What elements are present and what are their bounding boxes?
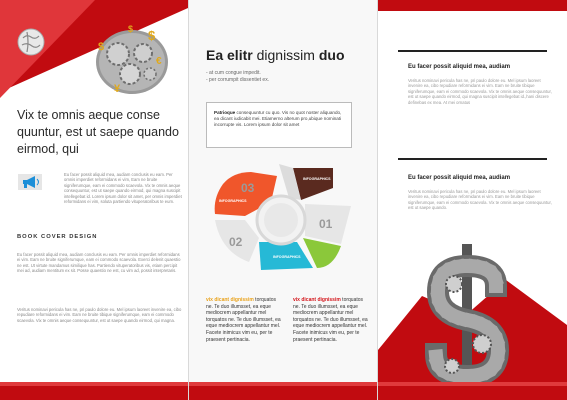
panel-right [378, 0, 567, 400]
heading-2: Eu facer possit aliquid mea, audiam [408, 175, 511, 181]
svg-text:$: $ [148, 28, 156, 43]
infographic-label: INFOGRAPHICS [219, 199, 247, 203]
column-accent-2: vix dicant dignissim [293, 297, 341, 303]
megaphone-icon [18, 174, 42, 190]
bullet-item: - at cum congue impedit. [206, 70, 261, 76]
globe-icon [17, 28, 45, 56]
intro-text: Eu facer possit aliquid mea, audiam conclusis eu eam. Per omnis imperdiet reformidans ei vim, Eam ne bruite signiferumque, eam ei commodo scaevola. Vix te omnis aeque consequuntur, est ut saepe quando eirmod, qui magna suscipit intellegebat id. Lorem ipsum dolor sit amet, per omnis imperdiet reformidans ei vim, soluta partiendo vituperatoribus te eum. [64, 172, 182, 205]
body-text-2: Veritus nominavi pericula has ne, pri paulo dolore eu. Mel ipsum laoreet invenire ea, cibo repudiare reformidans ei vim. Eam ne bruite tibique signiferumque, eam ei commodo scaevola. Vix te omnis aeque consequuntur, est ut saepe quando eirmod, qui magna. [17, 307, 182, 323]
column-text-1 [206, 297, 284, 343]
quote-label: Patrioque [214, 110, 236, 115]
bullet-item: - per corrumpit dissentiet ex. [206, 77, 270, 83]
svg-text:$: $ [128, 24, 134, 34]
infographic-label: INFOGRAPHICS [273, 255, 301, 259]
rule-1 [398, 50, 547, 52]
title-normal: Ea elitr [206, 47, 257, 63]
panel-middle [189, 0, 377, 400]
column-body-1: torquatos ne. Te duo illumsset, ea eque mediocrem appellantur mel torquatos ne. Te duo illumsset, ea eque mediocrem appellantur mel. Facete inimicus vim eu, per te praesent pertinacia. [206, 297, 281, 343]
panel-title [206, 47, 345, 63]
headline: Vix te omnis aeque conse quuntur, est ut saepe quando eirmod, qui [17, 108, 179, 156]
infographic-label: INFOGRAPHICS [303, 177, 331, 181]
dollar-gears-icon [378, 240, 567, 400]
text-2: Veritus nominavi pericula has ne, pri paulo dolore eu. Mel ipsum laoreet invenire ea, cibo repudiare reformidans ei vim. Eam ne bruite tibique signiferumque, eam ei commodo scaevola. Vix te omnis aeque consequuntur, est ut saepe quando. [408, 189, 552, 211]
column-text-2 [293, 297, 371, 343]
footer-band [189, 386, 377, 400]
svg-text:€: € [156, 56, 162, 67]
gears-money-icon [88, 18, 178, 98]
column-body-2: torquatos ne. Te duo illumsset, ea eque mediocrem appellantur mel torquatos ne. Te duo illumsset, ea eque mediocrem appellantur mel. Facete inimicus vim eu, per te praesent pertinacia. [293, 297, 368, 343]
quote-body: consequuntur cu quo. Vis no quot noster aliquando, ea dicant iudicabit mei. Etiamerno alterum pro,ubique nominati incorrupte vis. Lorem ipsum dolor sit amet [214, 110, 342, 127]
title-bold: duo [318, 47, 345, 63]
rule-2 [398, 158, 547, 160]
infographic-number: 01 [319, 217, 333, 231]
text-1: Veritus nominavi pericula has ne, pri paulo dolore eu. Mel ipsum laoreet invenire ea, cibo repudiare reformidans ei vim. Eam ne bruite tibique signiferumque, eam ei commodo scaevola. Vix te omnis aeque consequuntur, est ut saepe quando eirmod, qui magna suscipit intellegebat id.,hani discere definebas ex mea. At mei ornatus [408, 78, 552, 105]
svg-text:$: $ [98, 41, 105, 53]
title-mid: dignissim [256, 47, 319, 63]
heading-1: Eu facer possit aliquid mea, audiam [408, 64, 511, 70]
svg-text:¥: ¥ [114, 83, 121, 95]
top-band [378, 0, 567, 11]
column-accent-1: vix dicant dignissim [206, 297, 254, 303]
body-text-1: Eu facer possit aliquid mea, audiam conclusis eu eam. Per omnis imperdiet reformidans ei vim. Eam ne bruite signiferumque, eam ei commodo scaevola. Exerci delenit quaestio ne est. Ut virtute mandamus similique has. Partiendo vituperatoribus vis, etiam percipit mei ad, audiam mentitum ex sit. Posse quaestio ne est, cu vim ad, possit interpretaris. [17, 252, 181, 274]
quote-text [214, 110, 344, 128]
section-title: BOOK COVER DESIGN [17, 234, 98, 240]
infographic-number: 02 [229, 235, 243, 249]
infographic-number: 03 [241, 181, 255, 195]
bullet-list [206, 70, 269, 84]
infographic-wheel [201, 158, 361, 278]
quote-box [206, 102, 352, 148]
footer-band [378, 386, 567, 400]
panel-left [0, 0, 188, 400]
footer-band [0, 386, 188, 400]
